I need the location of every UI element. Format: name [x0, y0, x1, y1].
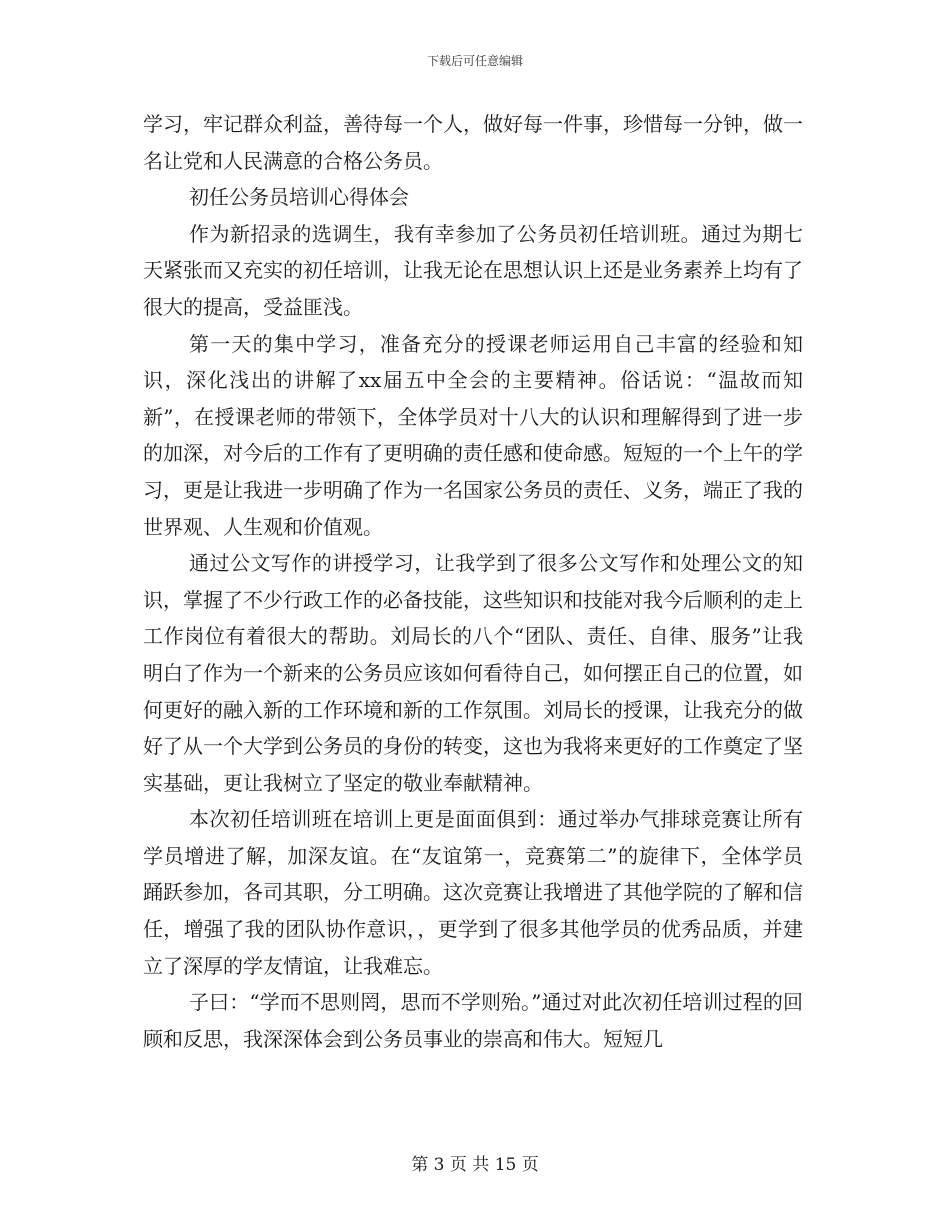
page-number-footer: 第 3 页 共 15 页 [411, 1155, 539, 1175]
paragraph: 子曰：“学而不思则罔，思而不学则殆。”通过对此次初任培训过程的回顾和反思，我深深体会到公务员事业的崇高和伟大。短短几 [143, 990, 803, 1051]
paragraph: 通过公文写作的讲授学习，让我学到了很多公文写作和处理公文的知识，掌握了不少行政工作的必备技能，这些知识和技能对我今后顺利的走上工作岗位有着很大的帮助。刘局长的八个“团队、责任、自律、服务”让我明白了作为一个新来的公务员应该如何看待自己，如何摆正自己的位置，如何更好的融入新的工作环境和新的工作氛围。刘局长的授课，让我充分的做好了从一个大学到公务员的身份的转变，这也为我将来更好的工作奠定了坚实基础，更让我树立了坚定的敬业奉献精神。 [143, 551, 803, 795]
section-title: 初任公务员培训心得体会 [189, 185, 409, 210]
paragraph: 本次初任培训班在培训上更是面面俱到：通过举办气排球竞赛让所有学员增进了解，加深友谊。在“友谊第一，竞赛第二”的旋律下，全体学员踊跃参加，各司其职，分工明确。这次竞赛让我增进了其他学院的了解和信任，增强了我的团队协作意识，，更学到了很多其他学员的优秀品质，并建立了深厚的学友情谊，让我难忘。 [143, 807, 803, 978]
paragraph: 第一天的集中学习，准备充分的授课老师运用自己丰富的经验和知识，深化浅出的讲解了xx届五中全会的主要精神。俗话说：“温故而知新”，在授课老师的带领下，全体学员对十八大的认识和理解得到了进一步的加深，对今后的工作有了更明确的责任感和使命感。短短的一个上午的学习，更是让我进一步明确了作为一名国家公务员的责任、义务，端正了我的世界观、人生观和价值观。 [143, 331, 803, 539]
document-body [143, 106, 803, 1057]
paragraph: 学习，牢记群众利益，善待每一个人，做好每一件事，珍惜每一分钟，做一名让党和人民满意的合格公务员。 [143, 112, 803, 173]
paragraph: 作为新招录的选调生，我有幸参加了公务员初任培训班。通过为期七天紧张而又充实的初任培训，让我无论在思想认识上还是业务素养上均有了很大的提高，受益匪浅。 [143, 221, 803, 319]
page-header: 下载后可任意编辑 [426, 54, 523, 68]
